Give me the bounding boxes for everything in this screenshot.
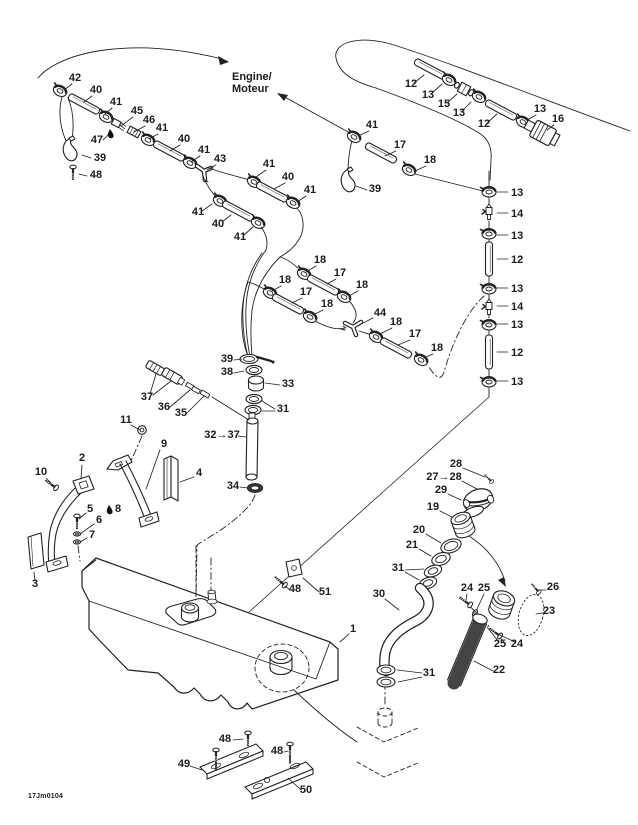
callout-24: 24 bbox=[510, 638, 524, 650]
callout-41: 41 bbox=[197, 144, 211, 156]
callout-32-37: 32→37 bbox=[204, 429, 240, 441]
callout-31: 31 bbox=[391, 562, 405, 574]
callout-2: 2 bbox=[78, 452, 86, 464]
callout-18: 18 bbox=[320, 298, 334, 310]
callout-50: 50 bbox=[299, 784, 313, 796]
callout-17Jm0104: 17Jm0104 bbox=[28, 793, 64, 800]
callout-47: 47 bbox=[90, 134, 104, 146]
callout-20: 20 bbox=[412, 524, 426, 536]
callout-46: 46 bbox=[142, 114, 156, 126]
channel-4 bbox=[164, 456, 178, 501]
callout-Moteur: Moteur bbox=[232, 83, 269, 95]
callout-18: 18 bbox=[430, 342, 444, 354]
callout-13: 13 bbox=[511, 319, 524, 331]
callout-14: 14 bbox=[511, 301, 524, 313]
callout-39: 39 bbox=[93, 152, 107, 164]
callout-40: 40 bbox=[177, 133, 191, 145]
callout-17: 17 bbox=[393, 139, 407, 151]
callout-51: 51 bbox=[318, 586, 332, 598]
callout-48: 48 bbox=[288, 583, 302, 595]
callout-13: 13 bbox=[511, 187, 524, 199]
callout-4: 4 bbox=[195, 467, 203, 479]
callout-18: 18 bbox=[389, 316, 403, 328]
callout-41: 41 bbox=[303, 184, 317, 196]
callout-13: 13 bbox=[511, 376, 524, 388]
callout-15: 15 bbox=[437, 98, 451, 110]
plate-51 bbox=[286, 559, 302, 577]
callout-34: 34 bbox=[226, 480, 240, 492]
callout-13: 13 bbox=[511, 230, 524, 242]
callout-49: 49 bbox=[177, 758, 191, 770]
grommet-34 bbox=[248, 484, 263, 493]
callout-42: 42 bbox=[68, 72, 82, 84]
callout-17: 17 bbox=[299, 286, 313, 298]
callout-8: 8 bbox=[114, 503, 122, 515]
callout-31: 31 bbox=[276, 403, 290, 415]
callout-48: 48 bbox=[218, 733, 232, 745]
pad-3 bbox=[28, 533, 44, 569]
callout-35: 35 bbox=[174, 407, 188, 419]
callout-38: 38 bbox=[220, 366, 234, 378]
callout-48: 48 bbox=[89, 169, 103, 181]
callout-40: 40 bbox=[281, 171, 295, 183]
callout-6: 6 bbox=[95, 514, 103, 526]
callout-21: 21 bbox=[405, 539, 419, 551]
callout-11: 11 bbox=[120, 414, 132, 426]
callout-41: 41 bbox=[365, 119, 379, 131]
callout-43: 43 bbox=[213, 153, 227, 165]
callout-18: 18 bbox=[423, 154, 437, 166]
callout-25: 25 bbox=[477, 582, 491, 594]
callout-48: 48 bbox=[270, 745, 284, 757]
callout-1: 1 bbox=[349, 623, 357, 635]
callout-19: 19 bbox=[426, 501, 440, 513]
callout-22: 22 bbox=[492, 664, 506, 676]
callout-26: 26 bbox=[546, 581, 560, 593]
washer-6 bbox=[73, 532, 80, 536]
washer-7 bbox=[73, 540, 80, 544]
callout-28: 28 bbox=[449, 458, 463, 470]
callout-18: 18 bbox=[278, 274, 292, 286]
callout-40: 40 bbox=[211, 218, 225, 230]
callout-13: 13 bbox=[452, 107, 466, 119]
callout-12: 12 bbox=[477, 118, 491, 130]
callout-10: 10 bbox=[34, 466, 48, 478]
callout-39: 39 bbox=[220, 353, 234, 365]
callout-27-28: 27→28 bbox=[426, 471, 462, 483]
callout-37: 37 bbox=[140, 391, 154, 403]
callout-30: 30 bbox=[372, 588, 386, 600]
callout-24: 24 bbox=[460, 582, 474, 594]
callout-31: 31 bbox=[422, 667, 436, 679]
callout-3: 3 bbox=[31, 578, 39, 590]
callout-17: 17 bbox=[333, 267, 347, 279]
callout-16: 16 bbox=[551, 113, 565, 125]
callout-41: 41 bbox=[191, 206, 205, 218]
callout-18: 18 bbox=[355, 279, 369, 291]
callout-41: 41 bbox=[155, 122, 169, 134]
callout-14: 14 bbox=[511, 208, 524, 220]
callout-39: 39 bbox=[368, 183, 382, 195]
callout-13: 13 bbox=[511, 283, 524, 295]
callout-33: 33 bbox=[281, 378, 295, 390]
callout-36: 36 bbox=[157, 401, 171, 413]
callout-13: 13 bbox=[533, 103, 547, 115]
callout-9: 9 bbox=[160, 438, 168, 450]
vent-fitting bbox=[207, 590, 217, 604]
callout-23: 23 bbox=[542, 605, 556, 617]
callout-17: 17 bbox=[408, 328, 422, 340]
callout-40: 40 bbox=[89, 84, 103, 96]
callout-25: 25 bbox=[493, 638, 507, 650]
callout-7: 7 bbox=[88, 529, 96, 541]
callout-Engine-: Engine/ bbox=[232, 71, 272, 83]
callout-29: 29 bbox=[434, 484, 448, 496]
callout-12: 12 bbox=[511, 347, 524, 359]
callout-13: 13 bbox=[421, 89, 435, 101]
callout-44: 44 bbox=[373, 307, 387, 319]
callout-41: 41 bbox=[109, 96, 123, 108]
callout-5: 5 bbox=[86, 503, 94, 515]
callout-12: 12 bbox=[404, 78, 418, 90]
callout-41: 41 bbox=[233, 231, 247, 243]
callout-12: 12 bbox=[511, 254, 524, 266]
callout-41: 41 bbox=[262, 158, 276, 170]
callout-18: 18 bbox=[313, 254, 327, 266]
callout-45: 45 bbox=[130, 105, 144, 117]
